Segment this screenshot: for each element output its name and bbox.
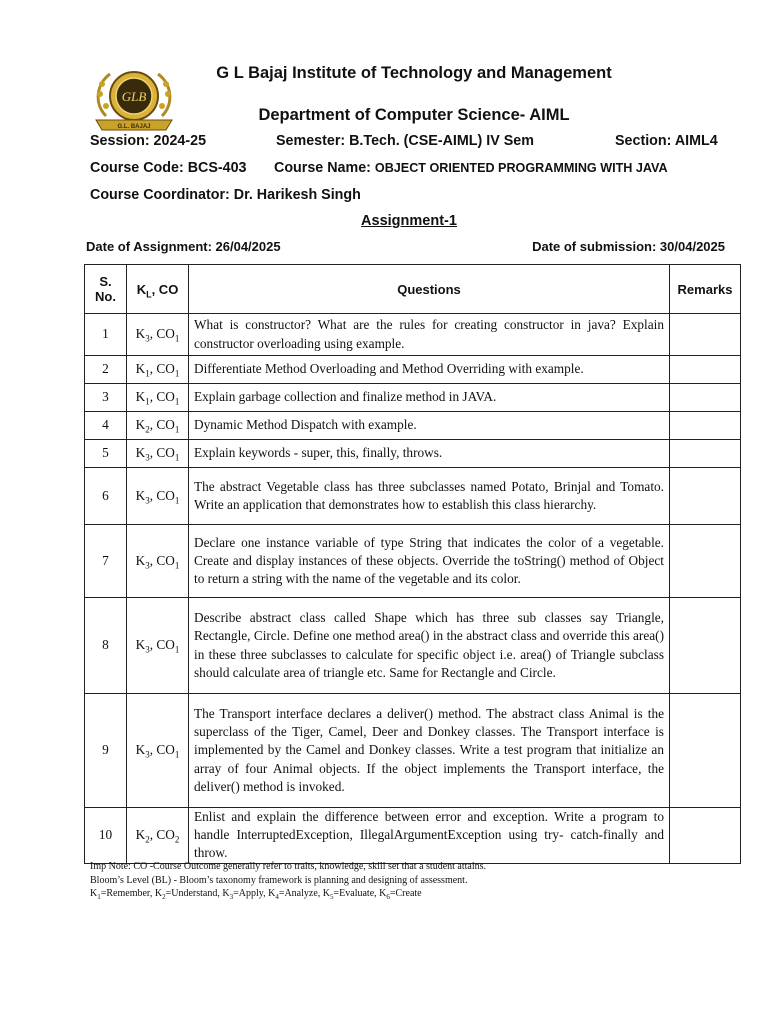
level-name: Analyze bbox=[284, 888, 318, 900]
questions-table bbox=[84, 264, 741, 864]
remarks-cell bbox=[670, 356, 741, 384]
institute-name: G L Bajaj Institute of Technology and Management bbox=[216, 64, 612, 82]
remarks-cell bbox=[670, 525, 741, 598]
remarks-cell bbox=[670, 314, 741, 356]
table-row bbox=[85, 525, 741, 598]
question-text: The Transport interface declares a deliver() method. The abstract class Animal is the superclass of the Tiger, Camel, Deer and Donkey classes. The Transport interface is implemented by the Camel and Donkey classes. Write a test program that initialize an array of four Animal objects. If the object implements the Transport interface, the deliver() method is invoked. bbox=[189, 694, 670, 808]
imp-note: Imp Note: CO -Course Outcome generally refer to traits, knowledge, skill set that a student attains. bbox=[90, 861, 487, 872]
question-text: What is constructor? What are the rules for creating constructor in java? Explain constructor overloading using example. bbox=[189, 314, 670, 356]
question-text: Differentiate Method Overloading and Method Overriding with example. bbox=[189, 356, 670, 384]
section: Section: AIML4 bbox=[615, 133, 718, 149]
question-number: 1 bbox=[85, 314, 127, 356]
kl-co: $K_2$, $CO_2$ bbox=[127, 808, 189, 864]
header-questions: Questions bbox=[189, 265, 670, 314]
course-name-value: OBJECT ORIENTED PROGRAMMING WITH JAVA bbox=[374, 161, 668, 175]
question-text: Describe abstract class called Shape which has three sub classes say Triangle, Rectangle, Circle. Define one method area() in the abstract class and override this area() in these three subclasses to calculate for specific object i.e. area() of Triangle subclass should calculate area of triangle etc. Same for Rectangle and Circle. bbox=[189, 598, 670, 694]
table-row bbox=[85, 384, 741, 412]
header-remarks: Remarks bbox=[670, 265, 741, 314]
question-text: Enlist and explain the difference between error and exception. Write a program to handle InterruptedException, IllegalArgumentException using try- catch-finally and throw. bbox=[189, 808, 670, 864]
question-text: Declare one instance variable of type String that indicates the color of a vegetable. Create and display instances of these objects. Override the toString() method of Object to return a string with the name of the vegetable and its color. bbox=[189, 525, 670, 598]
remarks-cell bbox=[670, 694, 741, 808]
date-of-submission: Date of submission: 30/04/2025 bbox=[532, 239, 725, 254]
remarks-cell bbox=[670, 468, 741, 525]
header-kl-co: $K_L$, CO bbox=[127, 265, 189, 314]
question-number: 10 bbox=[85, 808, 127, 864]
kl-co: $K_1$, $CO_1$ bbox=[127, 356, 189, 384]
question-number: 8 bbox=[85, 598, 127, 694]
semester: Semester: B.Tech. (CSE-AIML) IV Sem bbox=[276, 133, 534, 149]
remarks-cell bbox=[670, 808, 741, 864]
remarks-cell bbox=[670, 440, 741, 468]
question-number: 7 bbox=[85, 525, 127, 598]
header-sno: S. No. bbox=[85, 265, 127, 314]
department-name: Department of Computer Science- AIML bbox=[258, 106, 570, 124]
levels-legend: $K_1=Remember$, $K_2=Understand$, $K_3=Apply$, $K_4=Analyze$, $K_5=Evaluate$, $K_6=Create$ bbox=[90, 888, 422, 902]
table-row bbox=[85, 808, 741, 864]
level-name: Remember bbox=[106, 888, 150, 900]
kl-co: $K_3$, $CO_1$ bbox=[127, 314, 189, 356]
level-name: Create bbox=[395, 888, 422, 900]
table-row bbox=[85, 356, 741, 384]
svg-text:GLB: GLB bbox=[121, 89, 147, 104]
assignment-title: Assignment-1 bbox=[361, 213, 457, 229]
svg-text:G.L. BAJAJ: G.L. BAJAJ bbox=[117, 124, 151, 130]
remarks-cell bbox=[670, 598, 741, 694]
course-name bbox=[274, 160, 668, 176]
table-row bbox=[85, 412, 741, 440]
table-row bbox=[85, 694, 741, 808]
table-row bbox=[85, 468, 741, 525]
question-number: 5 bbox=[85, 440, 127, 468]
kl-co: $K_3$, $CO_1$ bbox=[127, 468, 189, 525]
kl-co: $K_3$, $CO_1$ bbox=[127, 598, 189, 694]
course-code: Course Code: BCS-403 bbox=[90, 160, 247, 176]
level-name: Understand bbox=[171, 888, 218, 900]
level-name: Apply bbox=[238, 888, 264, 900]
question-number: 3 bbox=[85, 384, 127, 412]
question-text: Explain garbage collection and finalize method in JAVA. bbox=[189, 384, 670, 412]
question-text: Dynamic Method Dispatch with example. bbox=[189, 412, 670, 440]
course-name-label: Course Name: bbox=[274, 160, 375, 176]
footnotes bbox=[90, 860, 486, 901]
remarks-cell bbox=[670, 384, 741, 412]
kl-co: $K_3$, $CO_1$ bbox=[127, 440, 189, 468]
course-coordinator: Course Coordinator: Dr. Harikesh Singh bbox=[90, 187, 361, 203]
kl-co: $K_3$, $CO_1$ bbox=[127, 525, 189, 598]
date-of-assignment: Date of Assignment: 26/04/2025 bbox=[86, 239, 281, 254]
remarks-cell bbox=[670, 412, 741, 440]
table-row bbox=[85, 598, 741, 694]
kl-co: $K_1$, $CO_1$ bbox=[127, 384, 189, 412]
level-name: Evaluate bbox=[339, 888, 375, 900]
question-text: Explain keywords - super, this, finally, throws. bbox=[189, 440, 670, 468]
question-number: 9 bbox=[85, 694, 127, 808]
table-header-row bbox=[85, 265, 741, 314]
question-number: 4 bbox=[85, 412, 127, 440]
kl-co: $K_3$, $CO_1$ bbox=[127, 694, 189, 808]
question-number: 2 bbox=[85, 356, 127, 384]
session: Session: 2024-25 bbox=[90, 133, 207, 149]
table-row bbox=[85, 314, 741, 356]
question-number: 6 bbox=[85, 468, 127, 525]
blooms-note: Bloom’s Level (BL) - Bloom’s taxonomy framework is planning and designing of assessment. bbox=[90, 874, 468, 886]
question-text: The abstract Vegetable class has three subclasses named Potato, Brinjal and Tomato. Write an application that demonstrates how to establish this class hierarchy. bbox=[189, 468, 670, 525]
table-row bbox=[85, 440, 741, 468]
kl-co: $K_2$, $CO_1$ bbox=[127, 412, 189, 440]
